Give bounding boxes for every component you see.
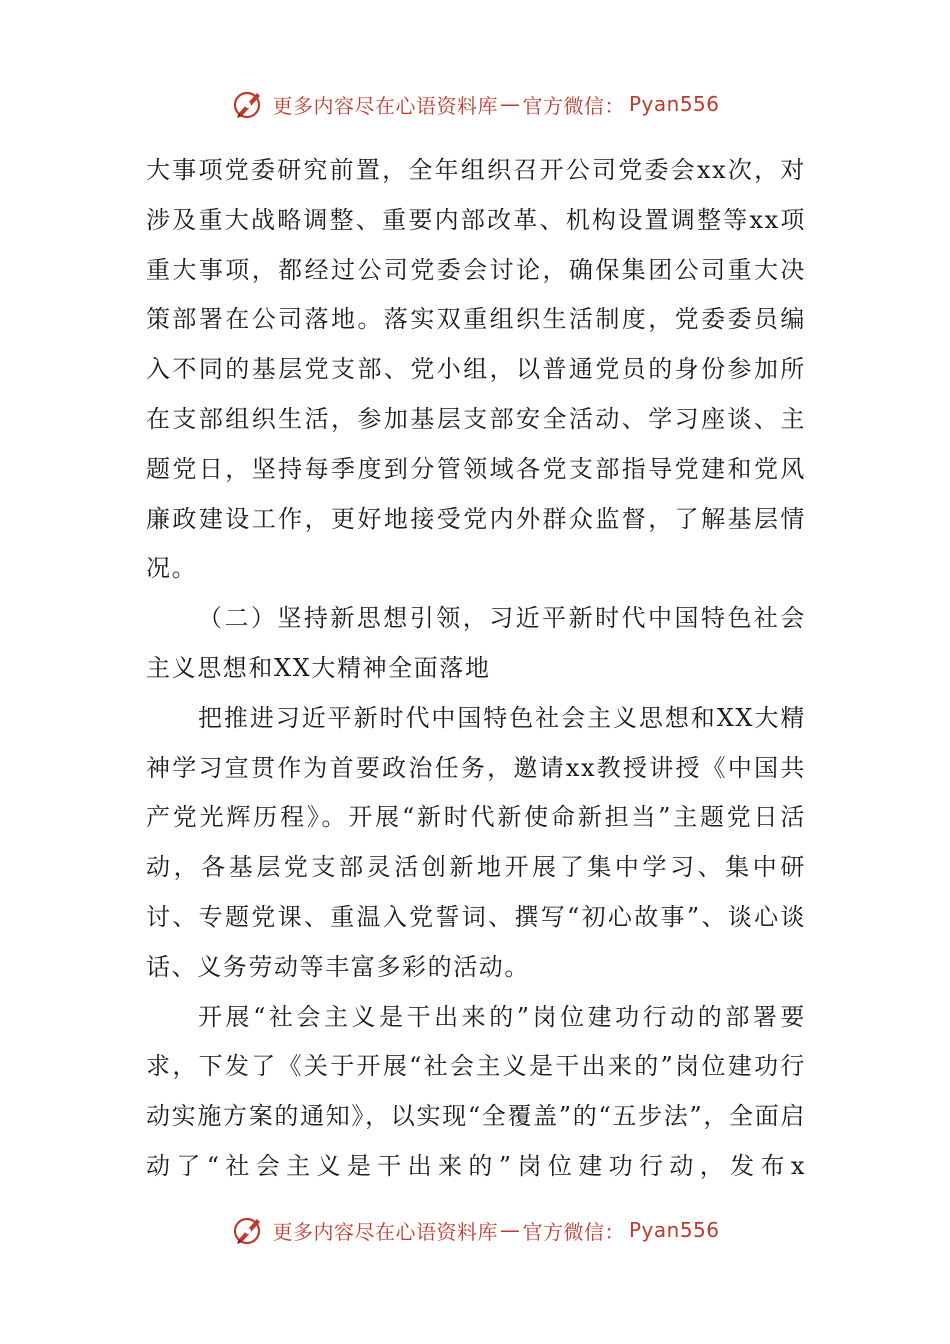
header-wechat-id: Pyan556 <box>628 92 720 116</box>
pen-logo-icon <box>230 1212 266 1248</box>
pen-logo-icon <box>230 86 266 122</box>
paragraph-3: 开展“社会主义是干出来的”岗位建功行动的部署要求，下发了《关于开展“社会主义是干出来的”岗位建功行动实施方案的通知》，以实现“全覆盖”的“五步法”，全面启动了“社会主义是干出来的”岗位建功行动，发布x <box>146 1002 806 1180</box>
header-wechat-label: 官方微信： <box>522 93 625 118</box>
document-body <box>146 146 806 1192</box>
header-banner <box>0 84 950 124</box>
header-dash: — <box>499 92 521 116</box>
paragraph-1: 大事项党委研究前置，全年组织召开公司党委会xx次，对涉及重大战略调整、重要内部改革、机构设置调整等xx项重大事项，都经过公司党委会讨论，确保集团公司重大决策部署在公司落地。落实双重组织生活制度，党委委员编入不同的基层党支部、党小组，以普通党员的身份参加所在支部组织生活，参加基层支部安全活动、学习座谈、主题党日，坚持每季度到分管领域各党支部指导党建和党风廉政建设工作，更好地接受党内外群众监督，了解基层情况。 <box>146 156 806 583</box>
footer-wechat-label: 官方微信： <box>522 1219 625 1244</box>
footer-banner <box>0 1210 950 1250</box>
section-heading: （二）坚持新思想引领，习近平新时代中国特色社会主义思想和XX大精神全面落地 <box>146 604 806 682</box>
footer-dash: — <box>499 1218 521 1242</box>
footer-site-text: 更多内容尽在心语资料库 <box>272 1219 498 1244</box>
paragraph-2: 把推进习近平新时代中国特色社会主义思想和XX大精神学习宣贯作为首要政治任务，邀请xx教授讲授《中国共产党光辉历程》。开展“新时代新使命新担当”主题党日活动，各基层党支部灵活创新地开展了集中学习、集中研讨、专题党课、重温入党誓词、撰写“初心故事”、谈心谈话、义务劳动等丰富多彩的活动。 <box>146 703 806 981</box>
header-site-text: 更多内容尽在心语资料库 <box>272 93 498 118</box>
footer-wechat-id: Pyan556 <box>628 1218 720 1242</box>
